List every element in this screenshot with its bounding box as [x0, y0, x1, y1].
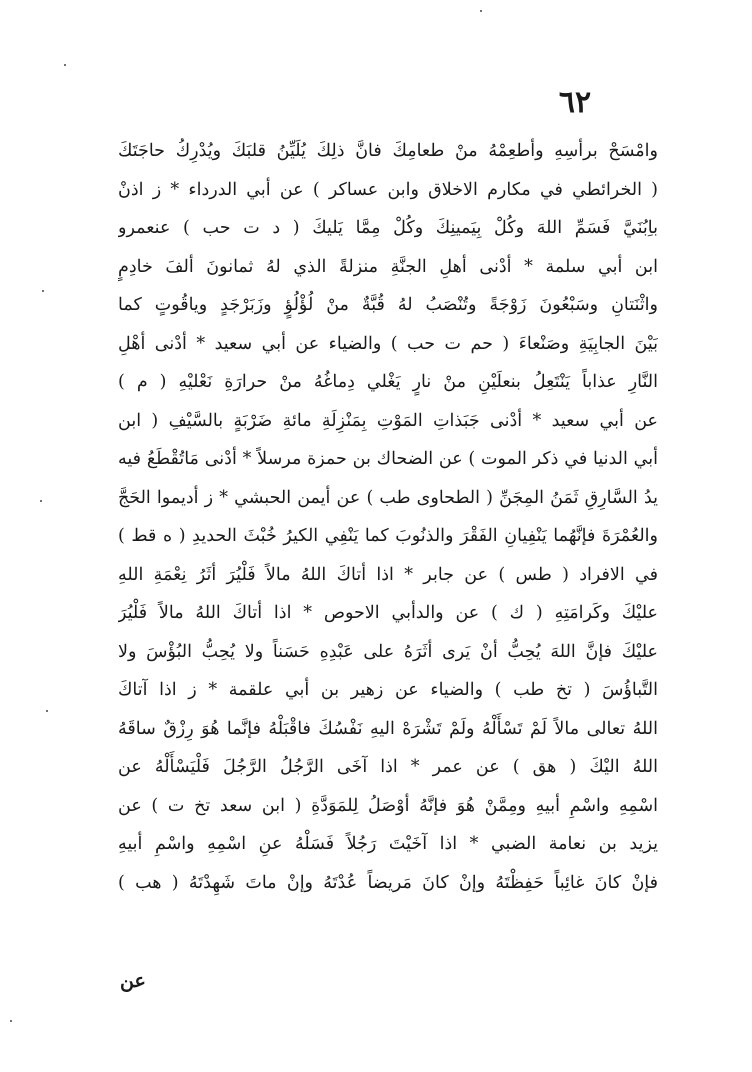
- page-number: ٦٢: [558, 85, 592, 120]
- text-line: يزيد بن نعامة الضبي * اذا آخَيْتَ رَجُلاً فَسَلْهُ عنِ اسْمِهِ واسْمِ أبيهِ: [118, 834, 658, 854]
- text-line: وامْسَحْ برأسِهِ وأطعِمْهُ منْ طعامِكَ فانَّ ذلِكَ يُلَيِّنُ قلبَكَ ويُدْرِكُ حاجَتَكَ: [118, 141, 658, 161]
- scan-speck: [64, 64, 66, 66]
- text-line: عن أبي سعيد * أدْنى جَبَذاتِ المَوْتِ بِمَنْزِلَةِ مائةِ ضَرْبَةٍ بالسَّيْفِ ( ابن: [118, 410, 658, 431]
- scan-speck: [46, 710, 48, 712]
- text-line: اللهُ تعالى مالاً لَمْ تَسْأَلْهُ ولَمْ تَشْرَهْ اليهِ نَفْسُكَ فاقْبَلْهُ فإنَّما هُوَ رِزْقٌ ساقَهُ: [118, 718, 658, 739]
- scan-speck: [480, 10, 482, 12]
- scan-speck: [42, 290, 44, 292]
- catchword: عن: [120, 970, 146, 992]
- text-line: ( الخرائطي في مكارم الاخلاق وابن عساكر ) عن أبي الدرداء * ز اذنْ: [118, 179, 658, 200]
- text-line: ابن أبي سلمة * أدْنى أهلِ الجنَّةِ منزلةً الذي لهُ ثمانونَ ألفَ خادِمٍ: [118, 256, 658, 277]
- text-line: اسْمِهِ واسْمِ أبيهِ ومِمَّنْ هُوَ فإنَّهُ أوْصَلُ لِلمَوَدَّةِ ( ابن سعد تخ ت ) عن: [118, 795, 658, 816]
- text-line: أبي الدنيا في ذكر الموت ) عن الضحاك بن حمزة مرسلاً * أدْنى مَاتُقْطَعُ فيه: [118, 449, 658, 469]
- body-text: [118, 132, 658, 902]
- text-line: يدُ السَّارِقِ ثَمَنُ المِجَنِّ ( الطحاوى طب ) عن أيمن الحبشي * ز أديموا الحَجَّ: [118, 487, 658, 508]
- text-line: بَيْنَ الجابِيَةِ وصَنْعاءَ ( حم ت حب ) والضياء عن أبي سعيد * أدْنى أهْلِ: [118, 333, 658, 354]
- text-line: اللهُ اليْكَ ( هق ) عن عمر * اذا آخَى الرَّجُلُ الرَّجُلَ فَلْيَسْأَلْهُ عن: [118, 757, 658, 777]
- text-line: في الافراد ( طس ) عن جابر * اذا أتاكَ اللهُ مالاً فَلْيُرَ أثَرُ نِعْمَةِ اللهِ: [118, 564, 658, 585]
- text-line: فإنْ كانَ غائِباً حَفِظْتَهُ وإنْ كانَ مَريضاً عُدْتَهُ وإنْ ماتَ شَهِدْتَهُ ( هب ): [118, 872, 658, 893]
- scan-speck: [10, 1020, 12, 1022]
- text-line: عليْكَ وكَرامَتِهِ ( ك ) عن والدأبي الاحوص * اذا أتاكَ اللهُ مالاً فَلْيُرَ: [118, 603, 658, 623]
- text-line: واثْنَتانِ وسَبْعُونَ زَوْجَةً وتُنْصَبُ لهُ قُبَّةٌ منْ لُؤْلُؤٍ وزَبَرْجَدٍ وياقُوتٍ كما: [118, 295, 658, 315]
- text-line: التَّباؤُسَ ( تخ طب ) والضياء عن زهير بن أبي علقمة * ز اذا آتاكَ: [118, 680, 658, 700]
- text-line: والعُمْرَةَ فإنَّهُما يَنْفِيانِ الفَقْرَ والذنُوبَ كما يَنْفِي الكيرُ خُبْثَ الحديدِ ( ه قط ): [118, 526, 658, 546]
- text-line: النَّارِ عذاباً يَنْتَعِلُ بنعلَيْنِ منْ نارٍ يَغْلي دِماغُهُ منْ حرارَةِ نَعْليْهِ ( م ): [118, 372, 658, 392]
- text-line: عليْكَ فإنَّ اللهَ يُحِبُّ أنْ يَرى أثَرَهُ على عَبْدِهِ حَسَناً ولا يُحِبُّ البُؤْسَ ولا: [118, 641, 658, 662]
- scan-speck: [40, 500, 42, 502]
- text-line: باِبُنَيَّ فَسَمِّ اللهَ وكُلْ بِيَمينِكَ وكُلْ مِمَّا يَليكَ ( د ت حب ) عنعمرو: [118, 218, 658, 238]
